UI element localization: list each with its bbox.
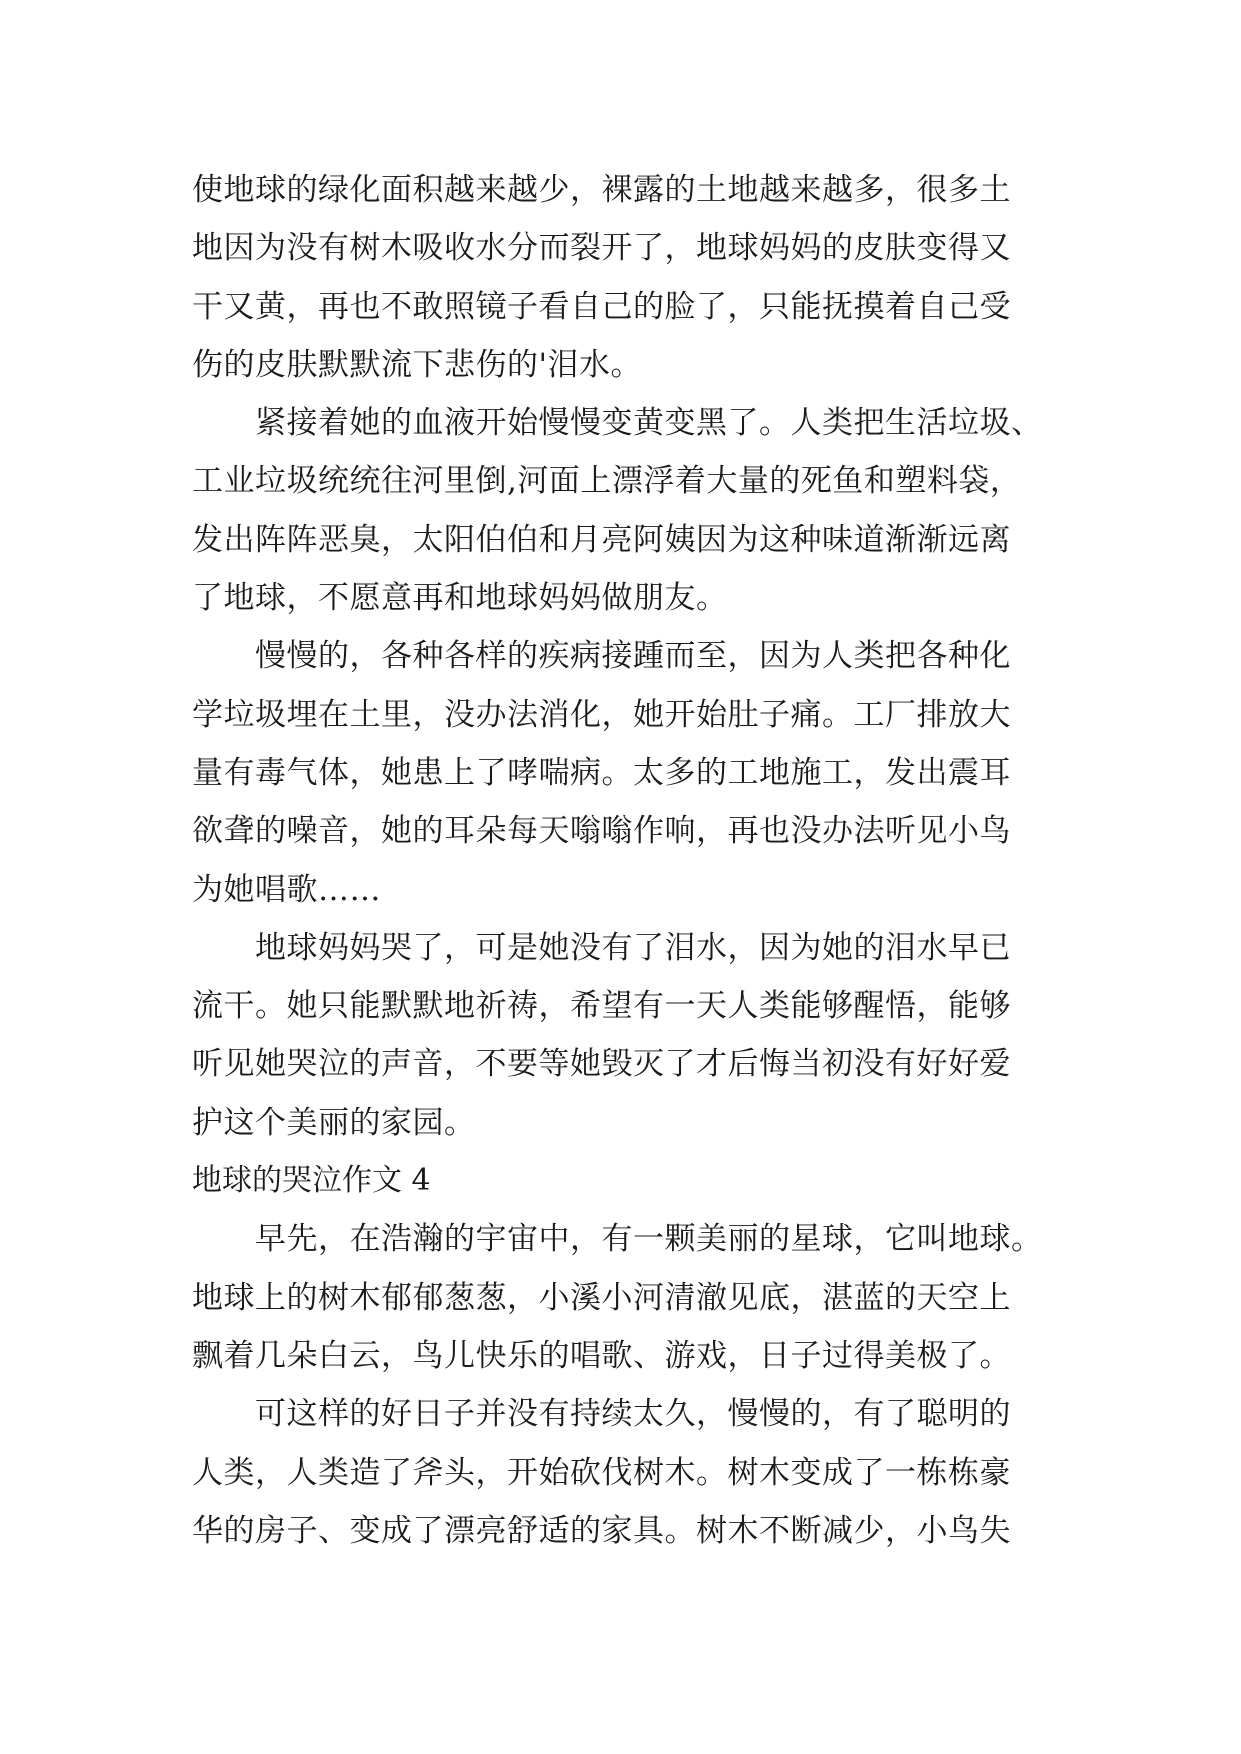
text-line: 发出阵阵恶臭，太阳伯伯和月亮阿姨因为这种味道渐渐远离 <box>192 521 1011 558</box>
text-line: 伤的皮肤默默流下悲伤的'泪水。 <box>192 346 643 383</box>
section-heading: 地球的哭泣作文 4 <box>192 1163 431 1199</box>
text-line: 听见她哭泣的声音，不要等她毁灭了才后悔当初没有好好爱 <box>192 1046 1011 1083</box>
text-line: 华的房子、变成了漂亮舒适的家具。树木不断减少，小鸟失 <box>192 1512 1011 1549</box>
text-line: 量有毒气体，她患上了哮喘病。太多的工地施工，发出震耳 <box>192 754 1011 791</box>
text-line: 飘着几朵白云，鸟儿快乐的唱歌、游戏，日子过得美极了。 <box>192 1337 1011 1374</box>
text-line: 早先，在浩瀚的宇宙中，有一颗美丽的星球，它叫地球。 <box>192 1221 1043 1258</box>
text-line: 学垃圾埋在土里，没办法消化，她开始肚子痛。工厂排放大 <box>192 696 1011 733</box>
text-line: 地球妈妈哭了，可是她没有了泪水，因为她的泪水早已 <box>192 929 1011 966</box>
text-line: 流干。她只能默默地祈祷，希望有一天人类能够醒悟，能够 <box>192 988 1011 1025</box>
text-line: 慢慢的，各种各样的疾病接踵而至，因为人类把各种化 <box>192 638 1011 675</box>
text-line: 护这个美丽的家园。 <box>192 1104 476 1141</box>
text-line: 使地球的绿化面积越来越少，裸露的土地越来越多，很多土 <box>192 172 1011 208</box>
text-line: 欲聋的噪音，她的耳朵每天嗡嗡作响，再也没办法听见小鸟 <box>192 813 1011 850</box>
text-line: 人类，人类造了斧头，开始砍伐树木。树木变成了一栋栋豪 <box>192 1454 1011 1491</box>
document-body <box>192 161 1062 1560</box>
text-line: 了地球，不愿意再和地球妈妈做朋友。 <box>192 580 728 617</box>
text-line: 工业垃圾统统往河里倒,河面上漂浮着大量的死鱼和塑料袋， <box>192 463 1022 500</box>
text-line: 地球上的树木郁郁葱葱，小溪小河清澈见底，湛蓝的天空上 <box>192 1279 1011 1316</box>
text-line: 干又黄，再也不敢照镜子看自己的脸了，只能抚摸着自己受 <box>192 288 1011 325</box>
text-line: 为她唱歌…… <box>192 871 381 908</box>
text-line: 可这样的好日子并没有持续太久，慢慢的，有了聪明的 <box>192 1396 1011 1433</box>
text-line: 地因为没有树木吸收水分而裂开了，地球妈妈的皮肤变得又 <box>192 230 1011 267</box>
text-line: 紧接着她的血液开始慢慢变黄变黑了。人类把生活垃圾、 <box>192 405 1043 442</box>
